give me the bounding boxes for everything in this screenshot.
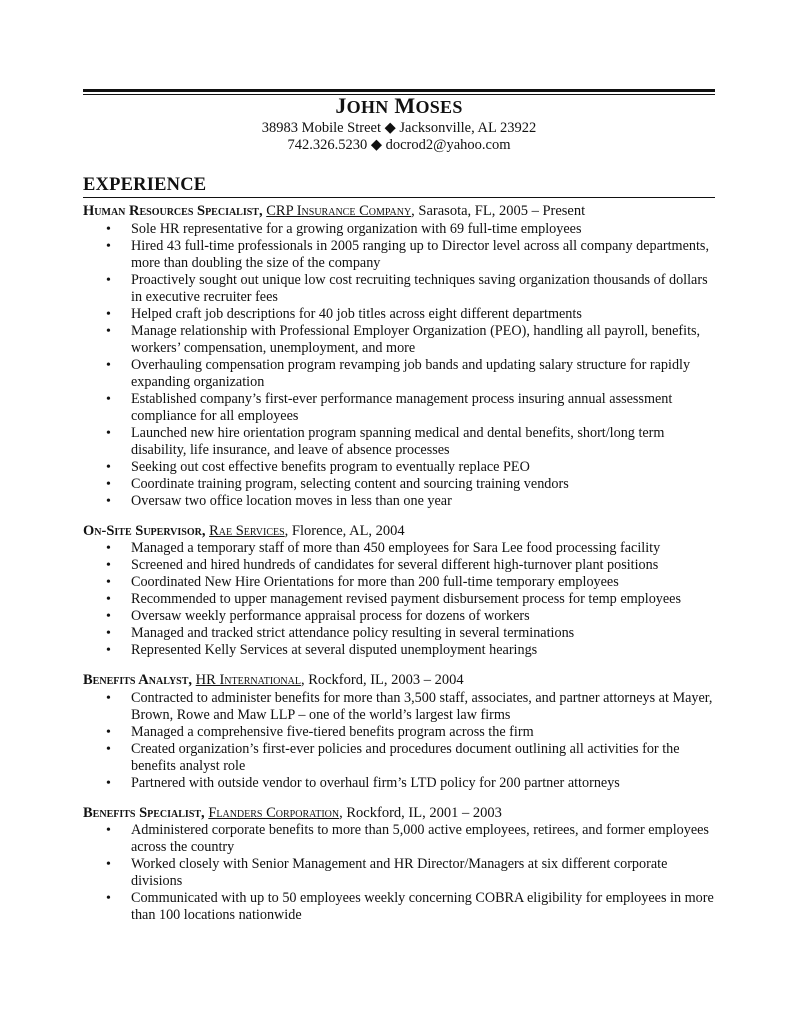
bullet-item: • Worked closely with Senior Management and HR Director/Managers at six different corporate divisions	[131, 856, 715, 890]
bullet-item: • Coordinated New Hire Orientations for more than 200 full-time temporary employees	[131, 574, 715, 591]
job-entry	[83, 523, 715, 660]
job-heading	[83, 672, 715, 690]
bullet-item: • Screened and hired hundreds of candidates for several different high-turnover plant positions	[131, 557, 715, 574]
bullet-item: • Represented Kelly Services at several disputed unemployment hearings	[131, 642, 715, 659]
bullet-item: • Helped craft job descriptions for 40 job titles across eight different departments	[131, 306, 715, 323]
job-heading	[83, 805, 715, 823]
job-title: Human Resources Specialist,	[83, 203, 263, 219]
job-entry	[83, 203, 715, 510]
bullet-item: • Seeking out cost effective benefits program to eventually replace PEO	[131, 459, 715, 476]
bullet-item: • Created organization’s first-ever policies and procedures document outlining all activities for the benefits analyst role	[131, 741, 715, 775]
job-location-dates: , Florence, AL, 2004	[284, 522, 405, 539]
contact-line: 742.326.5230 ◆ docrod2@yahoo.com	[287, 137, 511, 153]
bullet-list	[83, 690, 715, 792]
company-name: Flanders Corporation	[208, 804, 340, 821]
job-gap	[83, 659, 715, 672]
bullet-item: • Established company’s first-ever performance management process insuring annual assessment compliance for all employees	[131, 391, 715, 425]
job-gap	[83, 510, 715, 523]
section-title: EXPERIENCE	[83, 174, 715, 198]
bullet-item: • Overhauling compensation program revamping job bands and updating salary structure for rapidly expanding organization	[131, 357, 715, 391]
bullet-item: • Partnered with outside vendor to overhaul firm’s LTD policy for 200 partner attorneys	[131, 775, 715, 792]
job-heading	[83, 203, 715, 221]
bullet-item: • Sole HR representative for a growing organization with 69 full-time employees	[131, 221, 715, 238]
company-name: Rae Services	[209, 522, 285, 539]
bullet-item: • Managed a comprehensive five-tiered benefits program across the firm	[131, 724, 715, 741]
job-entry	[83, 672, 715, 792]
bullet-item: • Hired 43 full-time professionals in 2005 ranging up to Director level across all company departments, more than doubling the size of the company	[131, 238, 715, 272]
job-heading	[83, 523, 715, 541]
bullet-item: • Administered corporate benefits to more than 5,000 active employees, retirees, and former employees across the country	[131, 822, 715, 856]
bullet-item: • Recommended to upper management revised payment disbursement process for temp employees	[131, 591, 715, 608]
bullet-item: • Coordinate training program, selecting content and sourcing training vendors	[131, 476, 715, 493]
company-name: CRP Insurance Company	[266, 203, 412, 219]
address-line: 38983 Mobile Street ◆ Jacksonville, AL 23922	[261, 120, 537, 136]
bullet-item: • Manage relationship with Professional Employer Organization (PEO), handling all payroll, benefits, workers’ compensation, unemployment, and more	[131, 323, 715, 357]
job-title: Benefits Analyst,	[83, 672, 193, 688]
bullet-item: • Communicated with up to 50 employees weekly concerning COBRA eligibility for employees in more than 100 locations nationwide	[131, 890, 715, 924]
job-location-dates: , Rockford, IL, 2001 – 2003	[339, 804, 502, 821]
job-entry	[83, 805, 715, 925]
job-gap	[83, 792, 715, 805]
bullet-item: • Contracted to administer benefits for more than 3,500 staff, associates, and partner attorneys at Mayer, Brown, Rowe and Maw LLP – one of the world’s largest law firms	[131, 690, 715, 724]
jobs-list	[83, 203, 715, 924]
bullet-item: • Proactively sought out unique low cost recruiting techniques saving organization thousands of dollars in executive recruiter fees	[131, 272, 715, 306]
bullet-item: • Oversaw two office location moves in less than one year	[131, 493, 715, 510]
bullet-item: • Managed and tracked strict attendance policy resulting in several terminations	[131, 625, 715, 642]
bullet-list	[83, 822, 715, 924]
bullet-item: • Managed a temporary staff of more than 450 employees for Sara Lee food processing facility	[131, 540, 715, 557]
bullet-item: • Launched new hire orientation program spanning medical and dental benefits, short/long term disability, life insurance, and leave of absence processes	[131, 425, 715, 459]
job-title: Benefits Specialist,	[83, 804, 205, 821]
experience-section	[83, 174, 715, 924]
job-location-dates: , Sarasota, FL, 2005 – Present	[411, 203, 586, 219]
top-rule-thick	[83, 89, 715, 92]
bullet-item: • Oversaw weekly performance appraisal process for dozens of workers	[131, 608, 715, 625]
bullet-list	[83, 221, 715, 510]
bullet-list	[83, 540, 715, 659]
company-name: HR International	[195, 672, 301, 688]
resume-header	[83, 93, 715, 154]
job-location-dates: , Rockford, IL, 2003 – 2004	[300, 672, 464, 688]
candidate-name: JOHN MOSES	[335, 93, 463, 118]
job-title: On-Site Supervisor,	[83, 522, 206, 539]
